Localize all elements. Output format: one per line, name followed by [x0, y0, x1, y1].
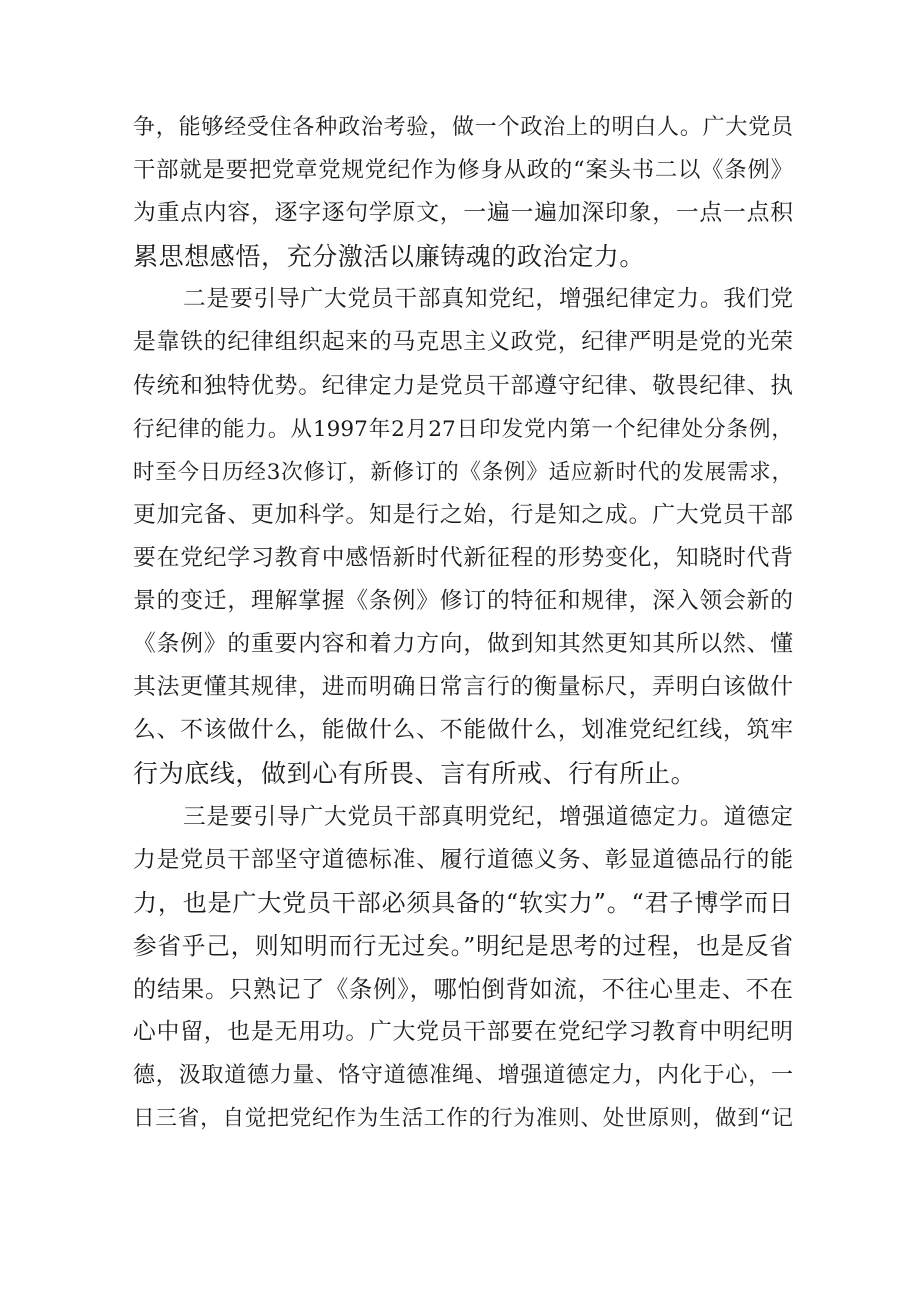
- text-line: 是靠铁的纪律组织起来的马克思主义政党，纪律严明是党的光荣: [133, 329, 793, 356]
- text-line: 日三省，自觉把党纪作为生活工作的行为准则、处世原则，做到“记: [133, 1106, 793, 1132]
- text-line: 更加完备、更加科学。知是行之始，行是知之成。广大党员干部: [133, 501, 793, 528]
- text-line: 时至今日历经3次修订，新修订的《条例》适应新时代的发展需求，: [133, 459, 793, 485]
- text-line: 为重点内容，逐字逐句学原文，一遍一遍加深印象，一点一点积: [133, 200, 793, 227]
- text-line: 德，汲取道德力量、恪守道德准绳、增强道德定力，内化于心，一: [133, 1063, 793, 1089]
- paragraph-2: [133, 278, 793, 795]
- text-line: 累思想感悟，充分激活以廉铸魂的政治定力。: [133, 242, 646, 272]
- text-line: 力是党员干部坚守道德标准、履行道德义务、彰显道德品行的能: [133, 846, 793, 873]
- text-line: 参省乎己，则知明而行无过矣。”明纪是思考的过程，也是反省: [133, 931, 793, 960]
- text-line: 三是要引导广大党员干部真明党纪，增强道德定力。道德定: [183, 803, 793, 830]
- text-line: 其法更懂其规律，进而明确日常言行的衡量标尺，弄明白该做什: [133, 674, 793, 701]
- text-line: 干部就是要把党章党规党纪作为修身从政的“案头书二以《条例》: [133, 157, 793, 184]
- text-line: 么、不该做什么，能做什么、不能做什么，划准党纪红线，筑牢: [133, 717, 793, 744]
- text-line: 行为底线，做到心有所畏、言有所戒、行有所止。: [133, 759, 697, 789]
- text-line: 的结果。只熟记了《条例》，哪怕倒背如流，不往心里走、不在: [133, 975, 793, 1003]
- text-line: 行纪律的能力。从1997年2月27日印发党内第一个纪律处分条例，: [133, 416, 793, 442]
- text-line: 二是要引导广大党员干部真知党纪，增强纪律定力。我们党: [183, 286, 793, 313]
- text-line: 景的变迁，理解掌握《条例》修订的特征和规律，深入领会新的: [133, 588, 793, 615]
- text-line: 力，也是广大党员干部必须具备的“软实力”。“君子博学而日: [133, 888, 793, 917]
- text-line: 心中留，也是无用功。广大党员干部要在党纪学习教育中明纪明: [133, 1018, 793, 1045]
- document-body: [133, 106, 793, 1140]
- text-line: 《条例》的重要内容和着力方向，做到知其然更知其所以然、懂: [133, 631, 793, 658]
- paragraph-3: [133, 796, 793, 1141]
- text-line: 要在党纪学习教育中感悟新时代新征程的形势变化，知晓时代背: [133, 544, 793, 571]
- text-line: 传统和独特优势。纪律定力是党员干部遵守纪律、敬畏纪律、执: [133, 372, 793, 399]
- paragraph-1: [133, 106, 793, 278]
- text-line: 争，能够经受住各种政治考验，做一个政治上的明白人。广大党员: [133, 115, 793, 140]
